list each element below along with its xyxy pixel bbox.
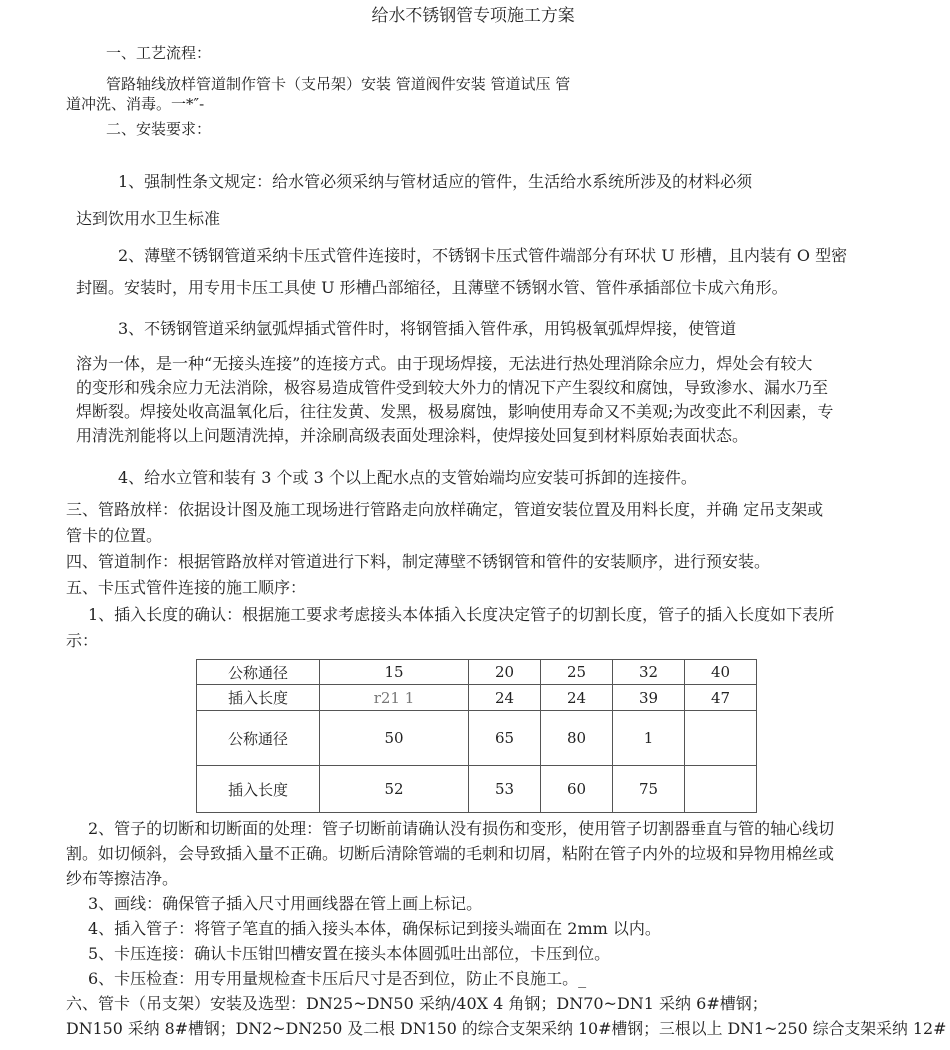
table-cell: 32 — [612, 660, 684, 685]
table-cell: 24 — [540, 685, 612, 711]
table-cell: 40 — [684, 660, 756, 685]
table-cell: 65 — [468, 711, 540, 766]
table-cell: 50 — [320, 711, 469, 766]
req-1-line-1: 1、强制性条文规定：给水管必须采纳与管材适应的管件，生活给水系统所涉及的材料必须 — [118, 172, 753, 191]
insertion-length-table — [196, 659, 757, 813]
table-row-label: 公称通径 — [197, 660, 320, 685]
section-5-para-5: 5、卡压连接：确认卡压钳凹槽安置在接头本体圆弧吐出部位，卡压到位。 — [88, 944, 611, 963]
section-3-line-1: 三、管路放样：依据设计图及施工现场进行管路走向放样确定，管道安装位置及用料长度，并确 定吊支架或 — [66, 500, 824, 519]
section-5-para-6: 6、卡压检查：用专用量规检查卡压后尺寸是否到位，防止不良施工。_ — [88, 969, 587, 988]
table-cell: 80 — [540, 711, 612, 766]
table-cell: 60 — [540, 766, 612, 813]
section-6-line-2: DN150 采纳 8#槽钢；DN2~DN250 及二根 DN150 的综合支架采纳 10#槽钢；三根以上 DN1~250 综合支架采纳 12# — [66, 1019, 947, 1038]
section-4-line-1: 四、管道制作：根据管路放样对管道进行下料，制定薄壁不锈钢管和管件的安装顺序，进行预安装。 — [66, 552, 771, 571]
section-5-para-3: 3、画线：确保管子插入尺寸用画线器在管上画上标记。 — [88, 894, 483, 913]
table-cell: 20 — [468, 660, 540, 685]
table-cell: r21 1 — [320, 685, 469, 711]
req-1-line-2: 达到饮用水卫生标准 — [76, 209, 221, 228]
section-5-heading: 五、卡压式管件连接的施工顺序： — [66, 578, 307, 597]
table-cell: 52 — [320, 766, 469, 813]
req-3-line-1: 3、不锈钢管道采纳氩弧焊插式管件时，将钢管插入管件承，用钨极氧弧焊焊接，使管道 — [118, 319, 737, 338]
section-1-line-1: 管路轴线放样管道制作管卡（支吊架）安装 管道阀件安装 管道试压 管 — [106, 75, 571, 93]
table-row — [197, 766, 757, 813]
table-row — [197, 660, 757, 685]
table-cell: 39 — [612, 685, 684, 711]
req-2-line-2: 封圈。安装时，用专用卡压工具使 U 形槽凸部缩径，且薄壁不锈钢水管、管件承插部位卡成六角形。 — [76, 278, 788, 297]
table-row-label: 插入长度 — [197, 685, 320, 711]
table-cell: 47 — [684, 685, 756, 711]
table-row-label: 插入长度 — [197, 766, 320, 813]
req-4-line-1: 4、给水立管和装有 3 个或 3 个以上配水点的支管始端均应安装可拆卸的连接件。 — [118, 468, 697, 487]
req-3-line-3: 的变形和残余应力无法消除，极容易造成管件受到较大外力的情况下产生裂纹和腐蚀，导致渗水、漏水乃至 — [76, 378, 829, 397]
table-cell — [684, 711, 756, 766]
section-6-line-1: 六、管卡（吊支架）安装及选型：DN25~DN50 采纳/40X 4 角钢；DN70~DN1 采纳 6#槽钢； — [66, 994, 768, 1013]
section-5-para-1-line-1: 1、插入长度的确认：根据施工要求考虑接头本体插入长度决定管子的切割长度，管子的插入长度如下表所 — [88, 605, 835, 624]
section-5-para-2-line-3: 纱布等擦洁净。 — [66, 869, 179, 888]
section-1-heading: 一、工艺流程： — [106, 44, 212, 62]
table-cell: 25 — [540, 660, 612, 685]
table-row-label: 公称通径 — [197, 711, 320, 766]
table-cell — [684, 766, 756, 813]
section-5-para-2-line-2: 割。如切倾斜，会导致插入量不正确。切断后清除管端的毛刺和切屑，粘附在管子内外的垃圾和异物用棉丝或 — [66, 844, 835, 863]
section-1-line-2: 道冲洗、消毒。一*″- — [66, 95, 205, 113]
table-cell: 15 — [320, 660, 469, 685]
section-5-para-2-line-1: 2、管子的切断和切断面的处理：管子切断前请确认没有损伤和变形，使用管子切割器垂直与管的轴心线切 — [88, 819, 835, 838]
table-row — [197, 711, 757, 766]
req-3-line-4: 焊断裂。焊接处收高温氧化后，往往发黄、发黑，极易腐蚀，影响使用寿命又不美观;为改变此不利因素，专 — [76, 402, 834, 421]
section-5-para-4: 4、插入管子：将管子笔直的插入接头本体，确保标记到接头端面在 2mm 以内。 — [88, 919, 661, 938]
section-3-line-2: 管卡的位置。 — [66, 526, 163, 545]
table-cell: 24 — [468, 685, 540, 711]
table-cell: 53 — [468, 766, 540, 813]
section-2-heading: 二、安装要求： — [106, 120, 212, 138]
table-cell: 75 — [612, 766, 684, 813]
req-3-line-2: 溶为一体，是一种“无接头连接”的连接方式。由于现场焊接，无法进行热处理消除余应力，焊处会有较大 — [76, 354, 813, 373]
req-3-line-5: 用清洗剂能将以上问题清洗掉，并涂刷高级表面处理涂料，使焊接处回复到材料原始表面状态。 — [76, 426, 749, 445]
req-2-line-1: 2、薄壁不锈钢管道采纳卡压式管件连接时，不锈钢卡压式管件端部分有环状 U 形槽，且内装有 O 型密 — [118, 246, 848, 265]
table-cell: 1 — [612, 711, 684, 766]
section-5-para-1-line-2: 示： — [66, 631, 99, 650]
table-row — [197, 685, 757, 711]
document-title: 给水不锈钢管专项施工方案 — [371, 6, 575, 26]
